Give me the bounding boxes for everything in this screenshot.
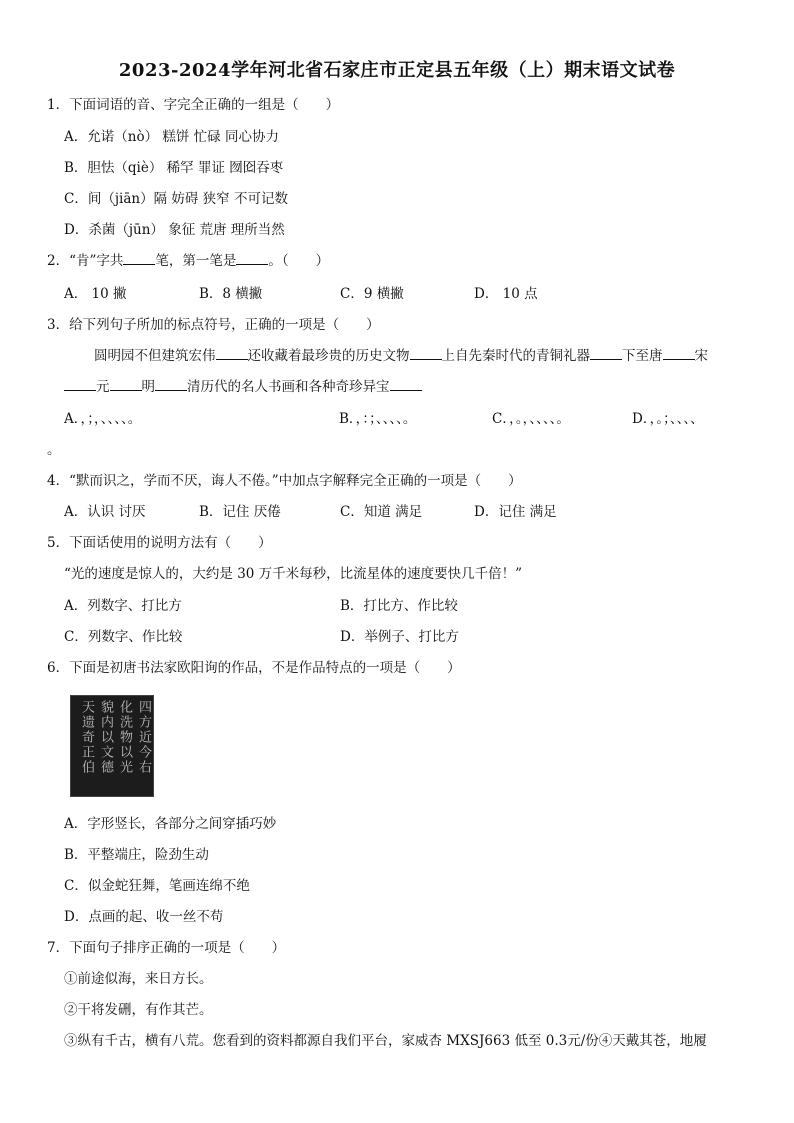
sentence-fragment: 上自先秦时代的青铜礼器 (441, 348, 590, 364)
question-3-sentence-line-1 (94, 347, 708, 365)
question-6-option-d[interactable]: D．点画的起、收一丝不苟 (64, 909, 224, 925)
question-6-option-b[interactable]: B．平整端庄，险劲生动 (64, 847, 209, 863)
calligraphy-column: 四方近今右 (136, 700, 151, 775)
question-1-option-d[interactable]: D．杀菌（jūn） 象征 荒唐 理所当然 (64, 222, 285, 238)
question-3-option-d-continued: 。 (47, 442, 61, 458)
punctuation-blank[interactable] (155, 378, 187, 391)
question-2-option-b[interactable]: B．8 横撇 (199, 286, 263, 302)
question-1-option-a[interactable]: A．允诺（nò） 糕饼 忙碌 同心协力 (64, 129, 279, 145)
question-3-option-c[interactable]: C．，。，、、、、。 (492, 411, 570, 427)
calligraphy-column: 天遗奇正伯 (79, 700, 94, 775)
question-7-sentence-3: ③纵有千古，横有八荒。您看到的资料都源自我们平台，家威杏 MXSJ663 低至 0.3元/份④天戴其苍，地履 (64, 1033, 707, 1049)
question-3-sentence-line-2 (64, 378, 422, 396)
question-4-option-b[interactable]: B．记住 厌倦 (199, 504, 281, 520)
question-5-option-d[interactable]: D．举例子、打比方 (340, 629, 459, 645)
calligraphy-image (70, 695, 154, 797)
question-3-stem: 3．给下列句子所加的标点符号，正确的一项是（ ） (47, 317, 380, 333)
question-7-sentence-1: ①前途似海，来日方长。 (64, 971, 213, 987)
question-2-stem-pre: 2．“肯”字共 (47, 253, 124, 269)
punctuation-blank[interactable] (663, 347, 695, 360)
punctuation-blank[interactable] (410, 347, 442, 360)
question-1-option-c[interactable]: C．间（jiān）隔 妨碍 狭窄 不可记数 (64, 191, 288, 207)
page-title: 2023-2024学年河北省石家庄市正定县五年级（上）期末语文试卷 (118, 60, 676, 81)
question-4-option-c[interactable]: C．知道 满足 (340, 504, 423, 520)
question-6-stem: 6．下面是初唐书法家欧阳询的作品，不是作品特点的一项是（ ） (47, 660, 461, 676)
sentence-fragment: 宋 (694, 348, 708, 364)
question-5-option-b[interactable]: B．打比方、作比较 (340, 598, 458, 614)
sentence-fragment: 下至唐 (622, 348, 663, 364)
question-3-option-b[interactable]: B．，：；、、、、。 (339, 411, 417, 427)
sentence-fragment: 还收藏着最珍贵的历史文物 (247, 348, 410, 364)
question-5-quote: “光的速度是惊人的，大约是 30 万千米每秒，比流星体的速度要快几千倍！” (64, 566, 523, 582)
question-2-option-d[interactable]: D． 10 点 (474, 286, 538, 302)
punctuation-blank[interactable] (590, 347, 622, 360)
question-5-option-a[interactable]: A．列数字、打比方 (64, 598, 182, 614)
punctuation-blank[interactable] (110, 378, 142, 391)
question-4-option-a[interactable]: A．认识 讨厌 (64, 504, 146, 520)
question-3-option-d[interactable]: D．，。；、、、、 (632, 411, 704, 427)
answer-blank[interactable] (123, 252, 155, 265)
question-2-option-c[interactable]: C．9 横撇 (340, 286, 404, 302)
calligraphy-column: 貌内以文德 (98, 700, 113, 775)
question-6-option-c[interactable]: C．似金蛇狂舞，笔画连绵不绝 (64, 878, 250, 894)
calligraphy-column: 化洗物以光 (117, 700, 132, 775)
question-2-stem-post: 。（ ） (268, 253, 330, 269)
answer-blank[interactable] (236, 252, 268, 265)
question-5-stem: 5．下面话使用的说明方法有（ ） (47, 535, 272, 551)
question-7-sentence-2: ②干将发硎，有作其芒。 (64, 1002, 213, 1018)
question-1-option-b[interactable]: B．胆怯（qiè） 稀罕 罪证 囫囵吞枣 (64, 160, 284, 176)
question-5-option-c[interactable]: C．列数字、作比较 (64, 629, 183, 645)
question-2-stem (47, 252, 329, 270)
punctuation-blank[interactable] (64, 378, 96, 391)
question-7-stem: 7．下面句子排序正确的一项是（ ） (47, 940, 286, 956)
sentence-fragment: 圆明园不但建筑宏伟 (94, 348, 216, 364)
question-1-stem: 1．下面词语的音、字完全正确的一组是（ ） (47, 97, 340, 113)
question-3-option-a[interactable]: A．，；，、、、、。 (64, 411, 142, 427)
punctuation-blank[interactable] (390, 378, 422, 391)
question-6-option-a[interactable]: A．字形竖长，各部分之间穿插巧妙 (64, 816, 277, 832)
punctuation-blank[interactable] (216, 347, 248, 360)
question-4-option-d[interactable]: D．记住 满足 (474, 504, 557, 520)
sentence-fragment: 明 (141, 379, 155, 395)
question-2-option-a[interactable]: A． 10 撇 (64, 286, 127, 302)
question-2-stem-mid: 笔，第一笔是 (155, 253, 237, 269)
sentence-fragment: 元 (96, 379, 110, 395)
question-4-stem: 4．“默而识之，学而不厌，诲人不倦。”中加点字解释完全正确的一项是（ ） (47, 473, 522, 489)
sentence-fragment: 清历代的名人书画和各种奇珍异宝 (187, 379, 390, 395)
